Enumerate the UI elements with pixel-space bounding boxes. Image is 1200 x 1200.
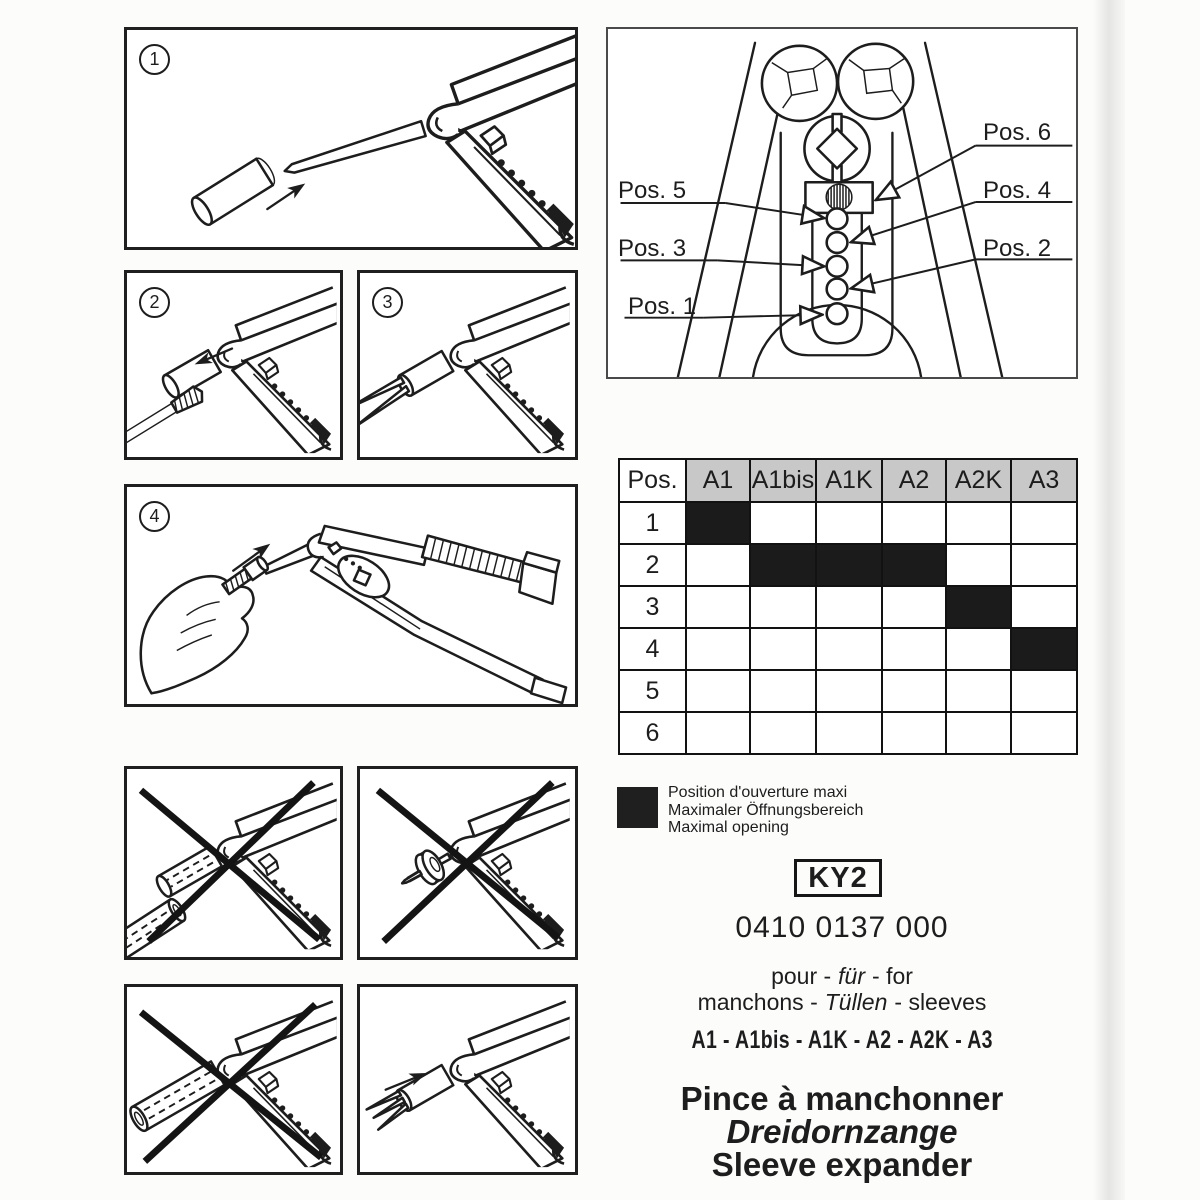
title-english: Sleeve expander bbox=[711, 1146, 973, 1183]
matrix-cell-3-A2 bbox=[882, 586, 946, 628]
matrix-cell-5-A1K bbox=[816, 670, 882, 712]
sleeve-with-wires bbox=[366, 1065, 454, 1130]
pos-label-5: Pos. 5 bbox=[618, 177, 687, 204]
prohibited-illustration bbox=[127, 769, 340, 957]
matrix-cell-3-A1 bbox=[686, 586, 750, 628]
step-number: 3 bbox=[382, 292, 393, 312]
panel-prohibited-washer bbox=[357, 766, 578, 960]
panel-step-1 bbox=[124, 27, 578, 250]
matrix-cell-6-A1K bbox=[816, 712, 882, 754]
matrix-cell-3-A2K bbox=[946, 586, 1011, 628]
prohibited-illustration bbox=[127, 987, 340, 1172]
for-sleeves-text bbox=[606, 963, 1078, 1015]
correct-insertion-illustration bbox=[360, 987, 575, 1172]
matrix-cell-2-A1K bbox=[816, 544, 882, 586]
matrix-cell-4-A1 bbox=[686, 628, 750, 670]
matrix-row-4 bbox=[619, 628, 1077, 670]
panel-prohibited-cable-over-sleeve bbox=[124, 766, 343, 960]
matrix-cell-2-A2K bbox=[946, 544, 1011, 586]
matrix-cell-3-A1bis bbox=[750, 586, 816, 628]
hidden-sleeve bbox=[154, 846, 222, 899]
pos-label-6: Pos. 6 bbox=[983, 119, 1052, 146]
step-number-badge bbox=[372, 287, 403, 318]
matrix-cell-6-A3 bbox=[1011, 712, 1077, 754]
product-titles bbox=[606, 1082, 1078, 1181]
for-word-de: für bbox=[838, 963, 866, 989]
cable-end bbox=[127, 897, 188, 957]
matrix-header-A2: A2 bbox=[882, 459, 946, 502]
matrix-pos-label-5: 5 bbox=[619, 670, 686, 712]
matrix-row-6 bbox=[619, 712, 1077, 754]
pos-label-3: Pos. 3 bbox=[618, 235, 687, 262]
matrix-cell-5-A1bis bbox=[750, 670, 816, 712]
sleeve-on-tool bbox=[360, 351, 453, 427]
step-number-badge bbox=[139, 501, 170, 532]
panel-prohibited-long-sleeve bbox=[124, 984, 343, 1175]
step-number: 4 bbox=[149, 506, 160, 526]
title-german: Dreidornzange bbox=[726, 1113, 958, 1150]
matrix-cell-5-A1 bbox=[686, 670, 750, 712]
matrix-header-pos: Pos. bbox=[619, 459, 686, 502]
matrix-header-A3: A3 bbox=[1011, 459, 1077, 502]
matrix-header-A1: A1 bbox=[686, 459, 750, 502]
position-sleeve-matrix bbox=[618, 458, 1078, 755]
stripped-wire bbox=[127, 384, 206, 450]
model-code: KY2 bbox=[808, 861, 868, 894]
prohibited-cross-icon bbox=[141, 1004, 321, 1161]
matrix-cell-4-A3 bbox=[1011, 628, 1077, 670]
matrix-row-1 bbox=[619, 502, 1077, 544]
max-opening-swatch bbox=[617, 787, 658, 828]
matrix-pos-label-3: 3 bbox=[619, 586, 686, 628]
matrix-cell-1-A3 bbox=[1011, 502, 1077, 544]
matrix-cell-2-A1 bbox=[686, 544, 750, 586]
pos-label-1: Pos. 1 bbox=[628, 293, 697, 320]
for-word-en: - for bbox=[872, 963, 913, 989]
prohibited-cross-icon bbox=[378, 783, 558, 942]
jaw-position-diagram bbox=[606, 27, 1078, 379]
part-number: 0410 0137 000 bbox=[735, 911, 949, 944]
matrix-cell-6-A2 bbox=[882, 712, 946, 754]
sleeve-word-de: Tüllen bbox=[824, 989, 888, 1015]
matrix-cell-6-A1bis bbox=[750, 712, 816, 754]
matrix-cell-1-A1K bbox=[816, 502, 882, 544]
panel-step-3 bbox=[357, 270, 578, 460]
matrix-cell-2-A1bis bbox=[750, 544, 816, 586]
matrix-pos-label-4: 4 bbox=[619, 628, 686, 670]
pos-label-2: Pos. 2 bbox=[983, 235, 1052, 262]
model-code-box bbox=[794, 859, 882, 897]
matrix-pos-label-6: 6 bbox=[619, 712, 686, 754]
sleeve-cylinder bbox=[188, 155, 278, 227]
matrix-cell-1-A2 bbox=[882, 502, 946, 544]
panel-correct-insertion bbox=[357, 984, 578, 1175]
matrix-cell-4-A1bis bbox=[750, 628, 816, 670]
paper-edge-shadow bbox=[1093, 0, 1125, 1200]
matrix-cell-6-A1 bbox=[686, 712, 750, 754]
matrix-header-A1bis: A1bis bbox=[750, 459, 816, 502]
matrix-cell-2-A3 bbox=[1011, 544, 1077, 586]
matrix-cell-3-A1K bbox=[816, 586, 882, 628]
matrix-cell-4-A2 bbox=[882, 628, 946, 670]
legend-line-de: Maximaler Öffnungsbereich bbox=[668, 801, 864, 819]
matrix-cell-5-A3 bbox=[1011, 670, 1077, 712]
matrix-pos-label-1: 1 bbox=[619, 502, 686, 544]
for-word-fr: pour - bbox=[771, 963, 832, 989]
matrix-cell-3-A3 bbox=[1011, 586, 1077, 628]
matrix-header-A1K: A1K bbox=[816, 459, 882, 502]
step1-insert-sleeve-illustration bbox=[127, 30, 575, 247]
matrix-cell-5-A2K bbox=[946, 670, 1011, 712]
matrix-cell-6-A2K bbox=[946, 712, 1011, 754]
matrix-row-5 bbox=[619, 670, 1077, 712]
matrix-row-3 bbox=[619, 586, 1077, 628]
step4-full-tool-illustration bbox=[127, 487, 575, 704]
matrix-cell-1-A1bis bbox=[750, 502, 816, 544]
sleeve-word-fr: manchons - bbox=[697, 989, 818, 1015]
matrix-cell-1-A2K bbox=[946, 502, 1011, 544]
step-number-badge bbox=[139, 287, 170, 318]
prohibited-illustration bbox=[360, 769, 575, 957]
matrix-cell-5-A2 bbox=[882, 670, 946, 712]
matrix-pos-label-2: 2 bbox=[619, 544, 686, 586]
step-number: 1 bbox=[149, 49, 160, 69]
panel-step-2 bbox=[124, 270, 343, 460]
hand-illustration bbox=[141, 576, 254, 693]
title-french: Pince à manchonner bbox=[680, 1080, 1004, 1117]
matrix-cell-2-A2 bbox=[882, 544, 946, 586]
sleeve-type-list-wrap bbox=[606, 1026, 1078, 1055]
panel-step-4 bbox=[124, 484, 578, 707]
legend-line-fr: Position d'ouverture maxi bbox=[668, 784, 848, 801]
pos-label-4: Pos. 4 bbox=[983, 177, 1052, 204]
matrix-cell-4-A1K bbox=[816, 628, 882, 670]
matrix-cell-4-A2K bbox=[946, 628, 1011, 670]
step-number-badge bbox=[139, 44, 170, 75]
matrix-cell-1-A1 bbox=[686, 502, 750, 544]
sleeve-type-list: A1 - A1bis - A1K - A2 - A2K - A3 bbox=[691, 1026, 993, 1054]
matrix-header-A2K: A2K bbox=[946, 459, 1011, 502]
legend-line-en: Maximal opening bbox=[668, 819, 789, 836]
step-number: 2 bbox=[149, 292, 160, 312]
sleeve-word-en: - sleeves bbox=[894, 989, 987, 1015]
max-opening-legend bbox=[617, 784, 863, 837]
matrix-row-2 bbox=[619, 544, 1077, 586]
